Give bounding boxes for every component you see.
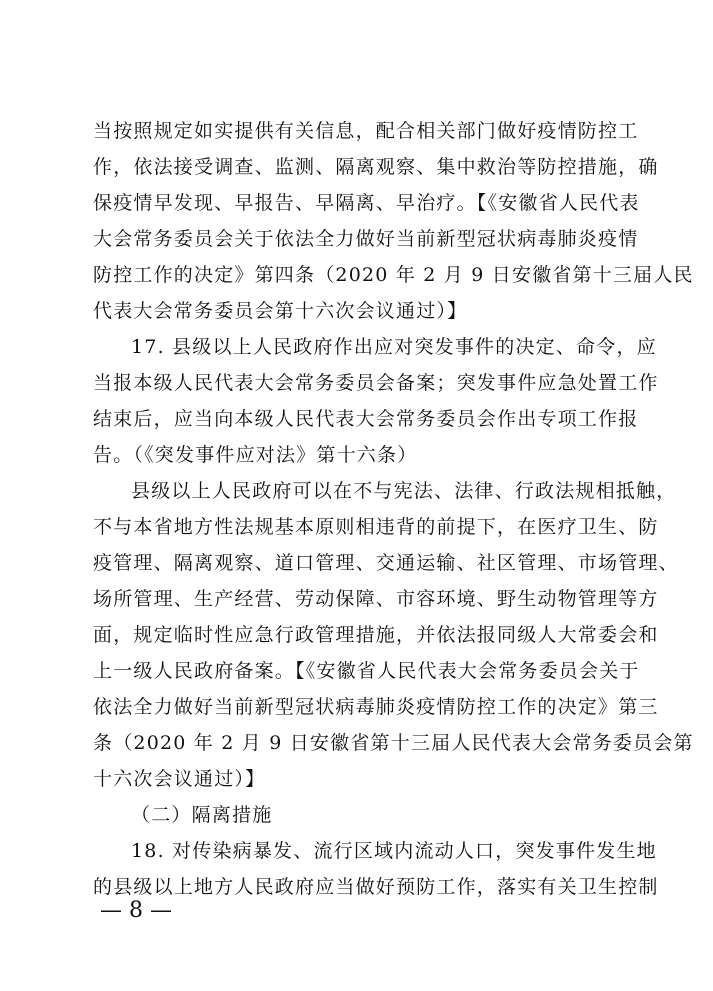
text-line-5: 防控工作的决定》第四条（2020 年 2 月 9 日安徽省第十三届人民 <box>93 264 694 286</box>
paragraph-17-line-4: 告。（《突发事件应对法》第十六条） <box>93 444 418 466</box>
text-line-1: 当按照规定如实提供有关信息，配合相关部门做好疫情防控工 <box>93 120 639 142</box>
paragraph-17-line-1: 17. 县级以上人民政府作出应对突发事件的决定、命令，应 <box>131 336 657 358</box>
paragraph-county-line-3: 疫管理、隔离观察、道口管理、交通运输、社区管理、市场管理、 <box>93 552 679 574</box>
section-heading: （二）隔离措施 <box>131 804 273 826</box>
text-line-4: 大会常务委员会关于依法全力做好当前新型冠状病毒肺炎疫情 <box>93 228 639 250</box>
text-line-3: 保疫情早发现、早报告、早隔离、早治疗。【《安徽省人民代表 <box>93 192 640 214</box>
paragraph-county-line-9: 十六次会议通过）】 <box>93 768 266 790</box>
paragraph-county-line-2: 不与本省地方性法规基本原则相违背的前提下，在医疗卫生、防 <box>93 516 659 538</box>
paragraph-17-line-2: 当报本级人民代表大会常务委员会备案；突发事件应急处置工作 <box>93 372 659 394</box>
paragraph-county-line-4: 场所管理、生产经营、劳动保障、市容环境、野生动物管理等方 <box>93 588 659 610</box>
paragraph-18-line-2: 的县级以上地方人民政府应当做好预防工作，落实有关卫生控制 <box>93 876 659 898</box>
paragraph-17-line-3: 结束后，应当向本级人民代表大会常务委员会作出专项工作报 <box>93 408 639 430</box>
paragraph-county-line-7: 依法全力做好当前新型冠状病毒肺炎疫情防控工作的决定》第三 <box>93 696 659 718</box>
page-number: — 8 — <box>100 898 172 923</box>
paragraph-county-line-5: 面，规定临时性应急行政管理措施，并依法报同级人大常委会和 <box>93 624 659 646</box>
paragraph-county-line-6: 上一级人民政府备案。【《安徽省人民代表大会常务委员会关于 <box>93 660 640 682</box>
text-line-2: 作，依法接受调查、监测、隔离观察、集中救治等防控措施，确 <box>93 156 659 178</box>
paragraph-18-line-1: 18. 对传染病暴发、流行区域内流动人口，突发事件发生地 <box>131 840 657 862</box>
paragraph-county-line-8: 条（2020 年 2 月 9 日安徽省第十三届人民代表大会常务委员会第 <box>93 732 694 754</box>
paragraph-county-line-1: 县级以上人民政府可以在不与宪法、法律、行政法规相抵触， <box>131 480 677 502</box>
text-line-6: 代表大会常务委员会第十六次会议通过）】 <box>93 300 468 322</box>
